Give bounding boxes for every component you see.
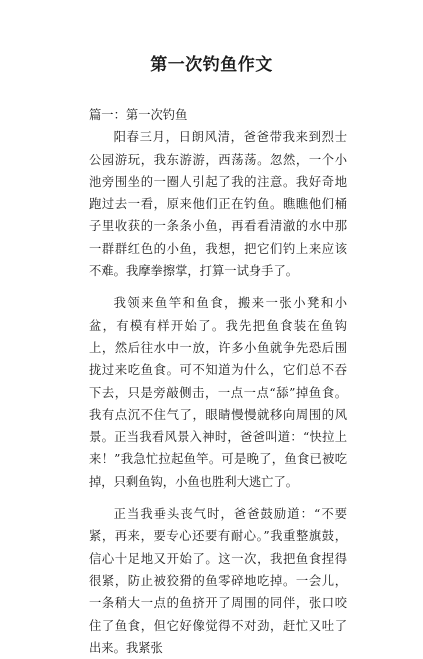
document-body: [89, 104, 347, 659]
paragraph-1: 阳春三月，日朗风清，爸爸带我来到烈士公园游玩，我东游游，西荡荡。忽然，一个小池旁围坐的一圈人引起了我的注意。我好奇地跑过去一看，原来他们正在钓鱼。瞧瞧他们桶子里收获的一条条小鱼，再看看清澈的水中那一群群红色的小鱼，我想，把它们钓上来应该不难。我摩拳擦掌，打算一试身手了。: [89, 130, 347, 279]
document-title: 第一次钓鱼作文: [150, 55, 273, 75]
paragraph-2: 我领来鱼竿和鱼食，搬来一张小凳和小盆，有模有样开始了。我先把鱼食装在鱼钩上，然后往水中一放，许多小鱼就争先恐后围拢过来吃鱼食。可不知道为什么，它们总不吞下去，只是旁敲侧击，一点一点“舔”掉鱼食。我有点沉不住气了，眼睛慢慢就移向周围的风景。正当我看风景入神时，爸爸叫道：“快拉上来！”我急忙拉起鱼竿。可是晚了，鱼食已被吃掉，只剩鱼钩，小鱼也胜利大逃亡了。: [89, 296, 347, 489]
paragraph-3: 正当我垂头丧气时，爸爸鼓励道：“不要紧，再来，要专心还要有耐心。”我重整旗鼓，信心十足地又开始了。这一次，我把鱼食捏得很紧，防止被狡猾的鱼零碎地吃掉。一会儿，一条稍大一点的鱼挤开了周围的同伴，张口咬住了鱼食，但它好像觉得不对劲，赶忙又吐了出来。我紧张: [89, 507, 347, 655]
section-heading: 篇一：第一次钓鱼: [89, 108, 188, 122]
